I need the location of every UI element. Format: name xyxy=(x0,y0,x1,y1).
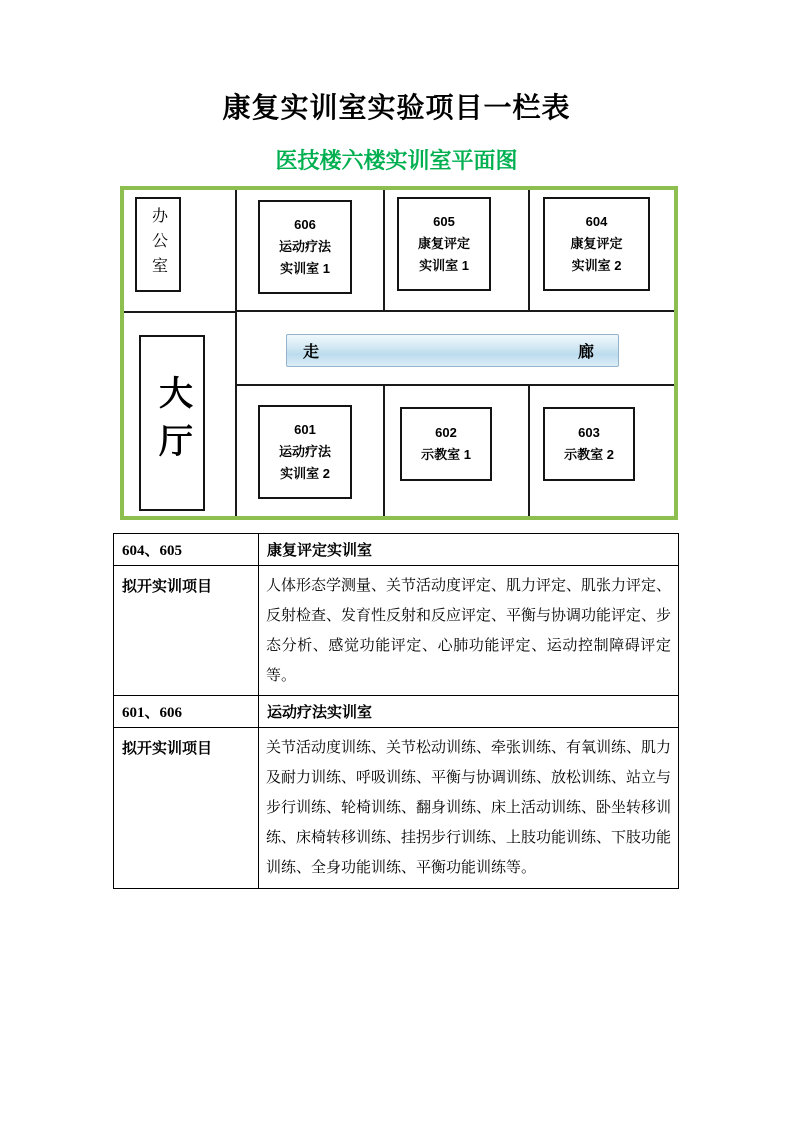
table-content-row xyxy=(114,728,679,889)
room-604 xyxy=(543,197,650,291)
room-605 xyxy=(397,197,491,291)
room-label-line: 实训室 2 xyxy=(571,258,622,273)
room-number: 606 xyxy=(294,217,316,232)
table-content-row xyxy=(114,566,679,697)
projects-text-cell: 关节活动度训练、关节松动训练、牵张训练、有氧训练、肌力及耐力训练、呼吸训练、平衡与协调训练、放松训练、站立与步行训练、轮椅训练、翻身训练、床上活动训练、卧坐转移训练、床椅转移训练、挂拐步行训练、上肢功能训练、下肢功能训练、全身功能训练、平衡功能训练等。 xyxy=(259,728,679,889)
room-label-line: 示教室 2 xyxy=(564,447,614,462)
table-header-row xyxy=(114,534,679,566)
wall-divider xyxy=(124,311,237,313)
room-label-line: 运动疗法 xyxy=(278,444,331,459)
room-number: 601 xyxy=(294,422,316,437)
corridor xyxy=(286,334,619,367)
room-name-cell: 康复评定实训室 xyxy=(259,534,679,566)
office-room xyxy=(135,197,181,292)
wall-divider xyxy=(235,190,237,516)
wall-divider xyxy=(383,386,385,516)
room-number: 603 xyxy=(578,425,600,440)
room-602 xyxy=(400,407,492,481)
floorplan xyxy=(120,186,678,520)
office-label: 办公室 xyxy=(149,207,167,282)
room-label-line: 康复评定 xyxy=(570,236,623,251)
hall-label: 大厅 xyxy=(153,375,191,471)
room-label-line: 实训室 1 xyxy=(280,261,330,276)
table-604-605 xyxy=(113,533,679,697)
room-number: 602 xyxy=(435,425,457,440)
room-numbers-cell: 601、606 xyxy=(114,696,259,728)
wall-divider xyxy=(383,190,385,310)
room-numbers-cell: 604、605 xyxy=(114,534,259,566)
room-label-line: 示教室 1 xyxy=(421,447,471,462)
corridor-label-right: 廊 xyxy=(577,344,594,361)
row-label-cell: 拟开实训项目 xyxy=(114,728,259,889)
page-title: 康复实训室实验项目一栏表 xyxy=(222,92,571,123)
projects-text-cell: 人体形态学测量、关节活动度评定、肌力评定、肌张力评定、反射检查、发育性反射和反应评定、平衡与协调功能评定、步态分析、感觉功能评定、心肺功能评定、运动控制障碍评定等。 xyxy=(259,566,679,697)
room-603 xyxy=(543,407,635,481)
room-601 xyxy=(258,405,352,499)
wall-divider xyxy=(235,384,674,386)
page-subtitle: 医技楼六楼实训室平面图 xyxy=(275,148,518,173)
room-number: 604 xyxy=(585,214,608,229)
wall-divider xyxy=(528,386,530,516)
table-601-606 xyxy=(113,695,679,889)
room-label-line: 运动疗法 xyxy=(278,239,331,254)
room-606 xyxy=(258,200,352,294)
room-name-cell: 运动疗法实训室 xyxy=(259,696,679,728)
room-label-line: 康复评定 xyxy=(417,236,470,251)
table-header-row xyxy=(114,696,679,728)
corridor-label-left: 走 xyxy=(303,344,320,361)
wall-divider xyxy=(528,190,530,310)
wall-divider xyxy=(235,310,674,312)
room-label-line: 实训室 2 xyxy=(280,466,330,481)
hall-room xyxy=(139,335,205,511)
room-number: 605 xyxy=(433,214,455,229)
room-label-line: 实训室 1 xyxy=(419,258,469,273)
row-label-cell: 拟开实训项目 xyxy=(114,566,259,697)
